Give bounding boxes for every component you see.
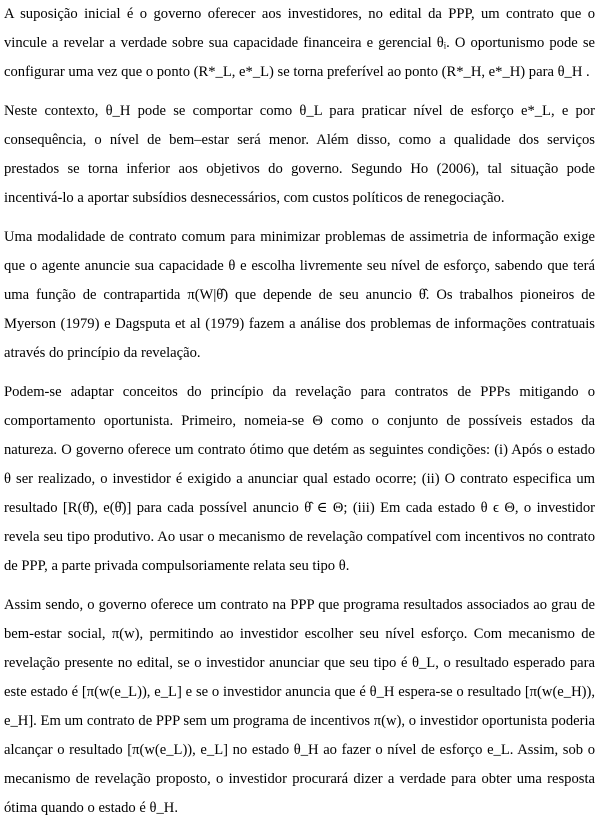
paragraph-4: Podem-se adaptar conceitos do princípio da revelação para contratos de PPPs mitigando o comportamento oportunista. Primeiro, nomeia-se Θ como o conjunto de possíveis estados da natureza. O governo oferece um contrato ótimo que detém as seguintes condições: (i) Após o estado θ ser realizado, o investidor é exigido a anunciar qual estado ocorre; (ii) O contrato especifica um resultado [R(θ̂), e(θ̂)] para cada possível anuncio θ̂ ∈ Θ; (iii) Em cada estado θ ϵ Θ, o investidor revela seu tipo produtivo. Ao usar o mecanismo de revelação compatível com incentivos no contrato de PPP, a parte privada compulsoriamente relata seu tipo θ.	[4, 384, 595, 574]
paragraph-3: Uma modalidade de contrato comum para minimizar problemas de assimetria de informação exige que o agente anuncie sua capacidade θ e escolha livremente seu nível de esforço, sabendo que terá uma função de contrapartida π(W|θ̂) que depende de seu anuncio θ̂. Os trabalhos pioneiros de Myerson (1979) e Dagsputa et al (1979) fazem a análise dos problemas de informações contratuais através do princípio da revelação.	[4, 229, 595, 361]
paragraph-5: Assim sendo, o governo oferece um contrato na PPP que programa resultados associados ao grau de bem-estar social, π(w), permitindo ao investidor escolher seu nível esforço. Com mecanismo de revelação presente no edital, se o investidor anunciar que seu tipo é θ_L, o resultado esperado para este estado é [π(w(e_L)), e_L] e se o investidor anuncia que é θ_H espera-se o resultado [π(w(e_H)), e_H]. Em um contrato de PPP sem um programa de incentivos π(w), o investidor oportunista poderia alcançar o resultado [π(w(e_L)), e_L] no estado θ_H ao fazer o nível de esforço e_L. Assim, sob o mecanismo de revelação proposto, o investidor procurará dizer a verdade para obter uma resposta ótima quando o estado é θ_H.	[4, 597, 595, 816]
paragraph-1: A suposição inicial é o governo oferecer aos investidores, no edital da PPP, um contrato que o vincule a revelar a verdade sobre sua capacidade financeira e gerencial θᵢ. O oportunismo pode se configurar uma vez que o ponto (R*_L, e*_L) se torna preferível ao ponto (R*_H, e*_H) para θ_H .	[4, 6, 595, 80]
paragraph-2: Neste contexto, θ_H pode se comportar como θ_L para praticar nível de esforço e*_L, e por consequência, o nível de bem–estar será menor. Além disso, como a qualidade dos serviços prestados se torna inferior aos objetivos do governo. Segundo Ho (2006), tal situação pode incentivá-lo a aportar subsídios desnecessários, com custos políticos de renegociação.	[4, 103, 595, 206]
document-page	[4, 0, 595, 823]
